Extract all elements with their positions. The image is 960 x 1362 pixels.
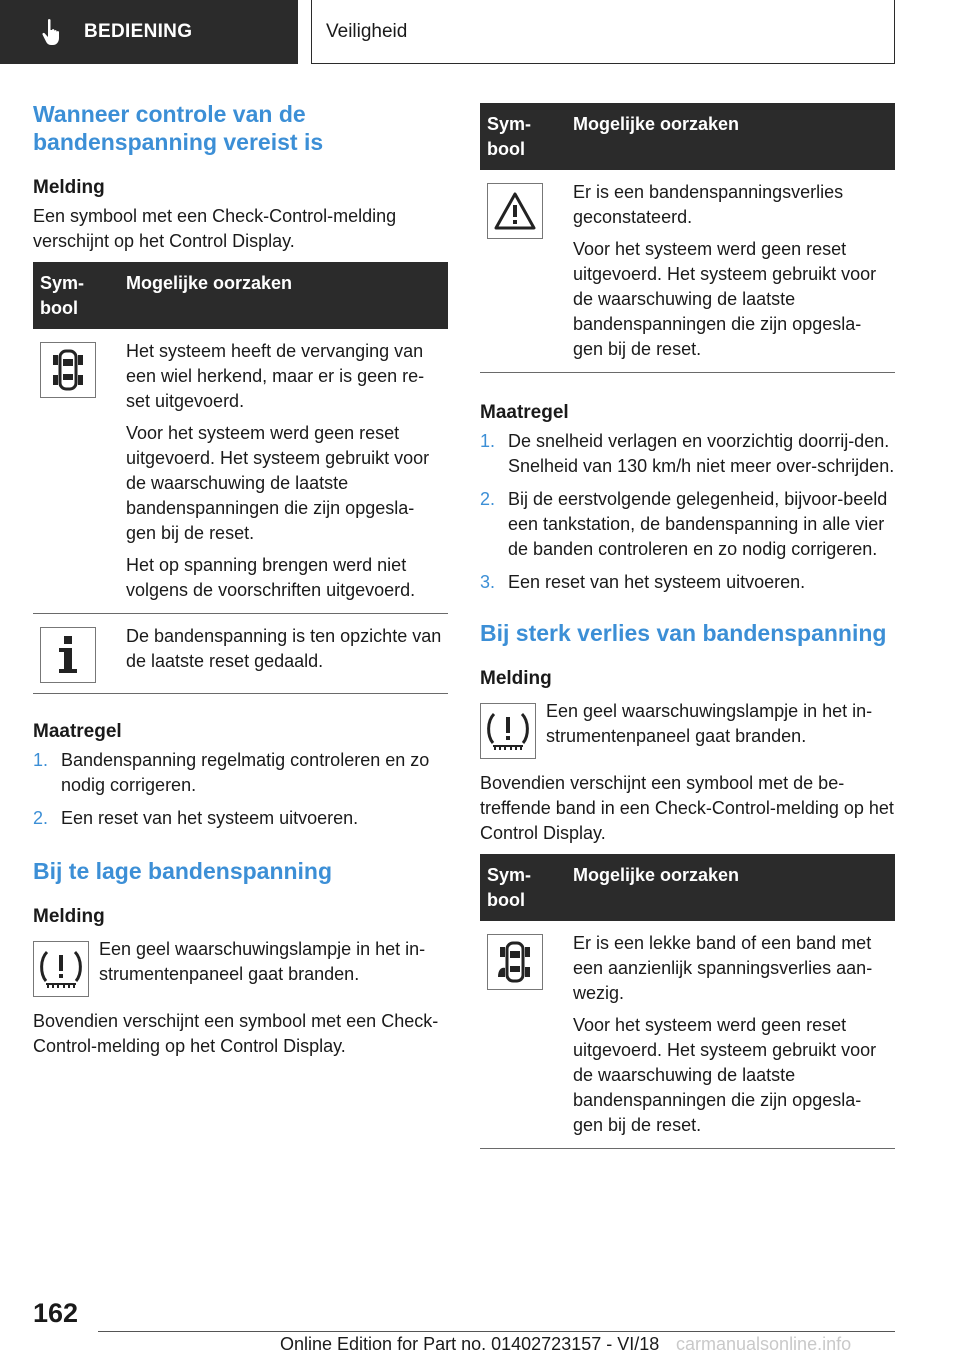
table-header-row — [480, 103, 895, 170]
cause-text: Er is een bandenspanningsverlies geconstateerd. — [573, 182, 844, 227]
col-causes-header: Mogelijke oorzaken — [566, 103, 895, 170]
tire-pressure-warning-symbol — [33, 941, 89, 997]
col-symbol-header: Sym- bool — [480, 854, 566, 921]
list-item: 1. Bandenspanning regelmatig controleren en zo nodig corrigeren. — [33, 750, 430, 795]
car-top-view-icon — [49, 347, 87, 393]
warning-triangle-symbol — [487, 183, 543, 239]
col-symbol-header: Sym- bool — [480, 103, 566, 170]
heading-check-required: Wanneer controle van de bandenspanning vereist is — [33, 101, 324, 155]
cause-text: Het systeem heeft de vervanging van een wiel herkend, maar er is geen re-set uitgevoerd. — [126, 341, 425, 411]
watermark: carmanualsonline.info — [676, 1334, 852, 1354]
list-item: 3. Een reset van het systeem uitvoeren. — [480, 572, 806, 592]
right-column — [480, 103, 895, 1149]
col-causes-header: Mogelijke oorzaken — [566, 854, 895, 921]
tire-pressure-warning-icon — [484, 709, 532, 753]
warning-light-row — [480, 699, 895, 759]
warning-text: Een geel waarschuwingslampje in het in-strumentenpaneel gaat branden. — [546, 701, 873, 746]
table-row — [480, 170, 895, 373]
maatregel-heading: Maatregel — [33, 721, 122, 742]
header-chapter-tab — [311, 0, 895, 64]
steps-list — [480, 429, 895, 595]
symbol-table-1 — [33, 262, 448, 694]
tire-pressure-warning-icon — [37, 947, 85, 991]
table-header-row — [480, 854, 895, 921]
car-tire-symbol — [40, 342, 96, 398]
after-warning-text: Bovendien verschijnt een symbool met een Check-Control-melding op het Control Display. — [33, 1011, 439, 1056]
cause-text: Voor het systeem werd geen reset uitgevoerd. Het systeem gebruikt voor de waarschuwing de laatste bandenspanningen die zijn opgesla-gen bij de reset. — [573, 1015, 877, 1135]
info-icon — [53, 634, 83, 676]
cause-text: Voor het systeem werd geen reset uitgevoerd. Het systeem gebruikt voor de waarschuwing de laatste bandenspanningen die zijn opgesla-gen bij de reset. — [573, 239, 877, 359]
header-section-tab — [0, 0, 298, 64]
chapter-title: Veiligheid — [326, 20, 408, 42]
warning-triangle-icon — [493, 191, 537, 231]
symbol-table-2 — [480, 103, 895, 373]
left-column — [33, 100, 448, 1059]
warning-light-row — [33, 937, 448, 997]
col-causes-header: Mogelijke oorzaken — [119, 262, 448, 329]
melding-text: Een symbool met een Check-Control-melding verschijnt op het Control Display. — [33, 206, 397, 251]
cause-text: Voor het systeem werd geen reset uitgevoerd. Het systeem gebruikt voor de waarschuwing de laatste bandenspanningen die zijn opgesla-gen bij de reset. — [126, 423, 430, 543]
maatregel-heading: Maatregel — [480, 402, 569, 423]
cause-text: Er is een lekke band of een band met een aanzienlijk spanningsverlies aan-wezig. — [573, 933, 873, 1003]
cause-text: Het op spanning brengen werd niet volgens de voorschriften uitgevoerd. — [126, 555, 416, 600]
section-title: BEDIENING — [84, 21, 193, 42]
table-row — [480, 921, 895, 1149]
heading-strong-loss: Bij sterk verlies van bandenspanning — [480, 620, 887, 646]
melding-heading: Melding — [33, 906, 105, 927]
hand-pointer-icon — [40, 18, 66, 46]
cause-text: De bandenspanning is ten opzichte van de laatste reset gedaald. — [126, 626, 442, 671]
footer-divider — [98, 1331, 895, 1332]
info-symbol — [40, 627, 96, 683]
col-symbol-header: Sym- bool — [33, 262, 119, 329]
table-row — [33, 329, 448, 614]
steps-list — [33, 748, 448, 831]
tire-pressure-warning-symbol — [480, 703, 536, 759]
symbol-table-3 — [480, 854, 895, 1149]
heading-low-pressure: Bij te lage bandenspanning — [33, 858, 333, 884]
list-item: 2. Een reset van het systeem uitvoeren. — [33, 808, 359, 828]
warning-text: Een geel waarschuwingslampje in het in-strumentenpaneel gaat branden. — [99, 939, 426, 984]
after-warning-text: Bovendien verschijnt een symbool met de be-treffende band in een Check-Control-melding op het Control Display. — [480, 773, 894, 843]
melding-heading: Melding — [480, 668, 552, 689]
list-item: 1. De snelheid verlagen en voorzichtig doorrij-den. Snelheid van 130 km/h niet meer over-schrijden. — [480, 431, 895, 476]
table-header-row — [33, 262, 448, 329]
table-row — [33, 614, 448, 694]
list-item: 2. Bij de eerstvolgende gelegenheid, bijvoor-beeld een tankstation, de bandenspanning in alle vier de banden controleren en zo nodig corrigeren. — [480, 489, 888, 559]
melding-heading: Melding — [33, 177, 105, 198]
car-flat-tire-symbol — [487, 934, 543, 990]
page-number: 162 — [33, 1298, 79, 1328]
edition-text: Online Edition for Part no. 01402723157 - VI/18 — [280, 1334, 660, 1354]
car-flat-tire-icon — [496, 939, 534, 985]
